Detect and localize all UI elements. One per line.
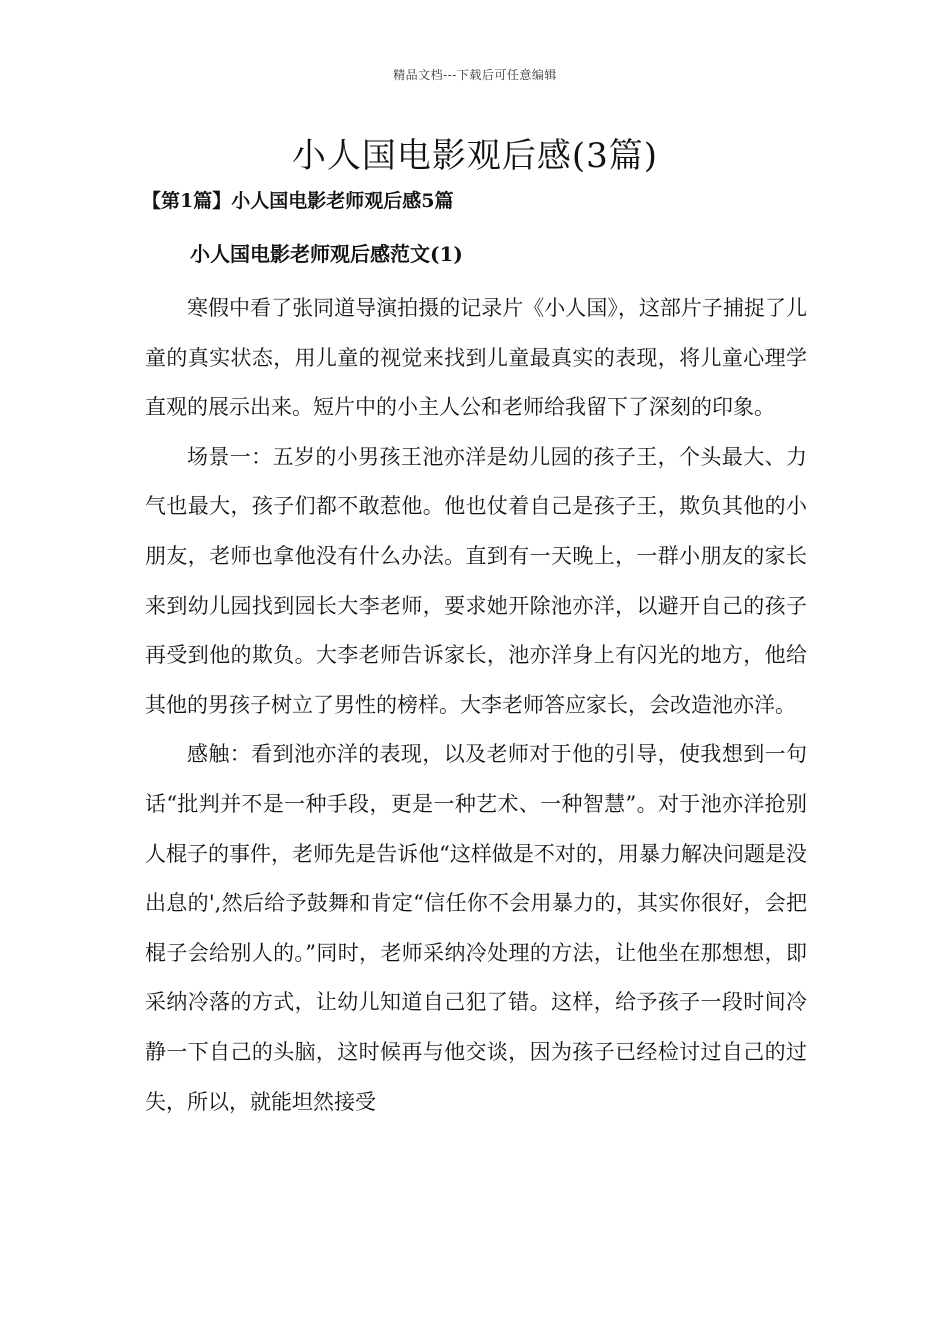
paragraph-reflection: 感触：看到池亦洋的表现，以及老师对于他的引导，使我想到一句话“批判并不是一种手段，更是一种艺术、一种智慧”。对于池亦洋抢别人棍子的事件，老师先是告诉他“这样做是不对的，用暴力解决问题是没出息的',然后给予鼓舞和肯定“信任你不会用暴力的，其实你很好，会把棍子会给别人的。”同时，老师采纳冷处理的方法，让他坐在那想想，即采纳冷落的方式，让幼儿知道自己犯了错。这样，给予孩子一段时间冷静一下自己的头脑，这时候再与他交谈，因为孩子已经检讨过自己的过失，所以，就能坦然接受 — [145, 742, 807, 1114]
paragraph-scene-one: 场景一：五岁的小男孩王池亦洋是幼儿园的孩子王，个头最大、力气也最大，孩子们都不敢惹他。他也仗着自己是孩子王，欺负其他的小朋友，老师也拿他没有什么办法。直到有一天晚上，一群小朋友的家长来到幼儿园找到园长大李老师，要求她开除池亦洋，以避开自己的孩子再受到他的欺负。大李老师告诉家长，池亦洋身上有闪光的地方，他给其他的男孩子树立了男性的榜样。大李老师答应家长，会改造池亦洋。 — [145, 444, 807, 717]
section-heading: 【第1篇】小人国电影老师观后感5篇 — [142, 190, 454, 212]
header-note: 精品文档---下载后可任意编辑 — [393, 68, 557, 82]
article-body — [145, 284, 807, 1127]
document-title: 小人国电影观后感(3篇) — [291, 136, 659, 176]
paragraph-intro: 寒假中看了张同道导演拍摄的记录片《小人国》，这部片子捕捉了儿童的真实状态，用儿童的视觉来找到儿童最真实的表现，将儿童心理学直观的展示出来。短片中的小主人公和老师给我留下了深刻的印象。 — [145, 296, 807, 420]
article-subheading: 小人国电影老师观后感范文(1) — [190, 242, 463, 266]
